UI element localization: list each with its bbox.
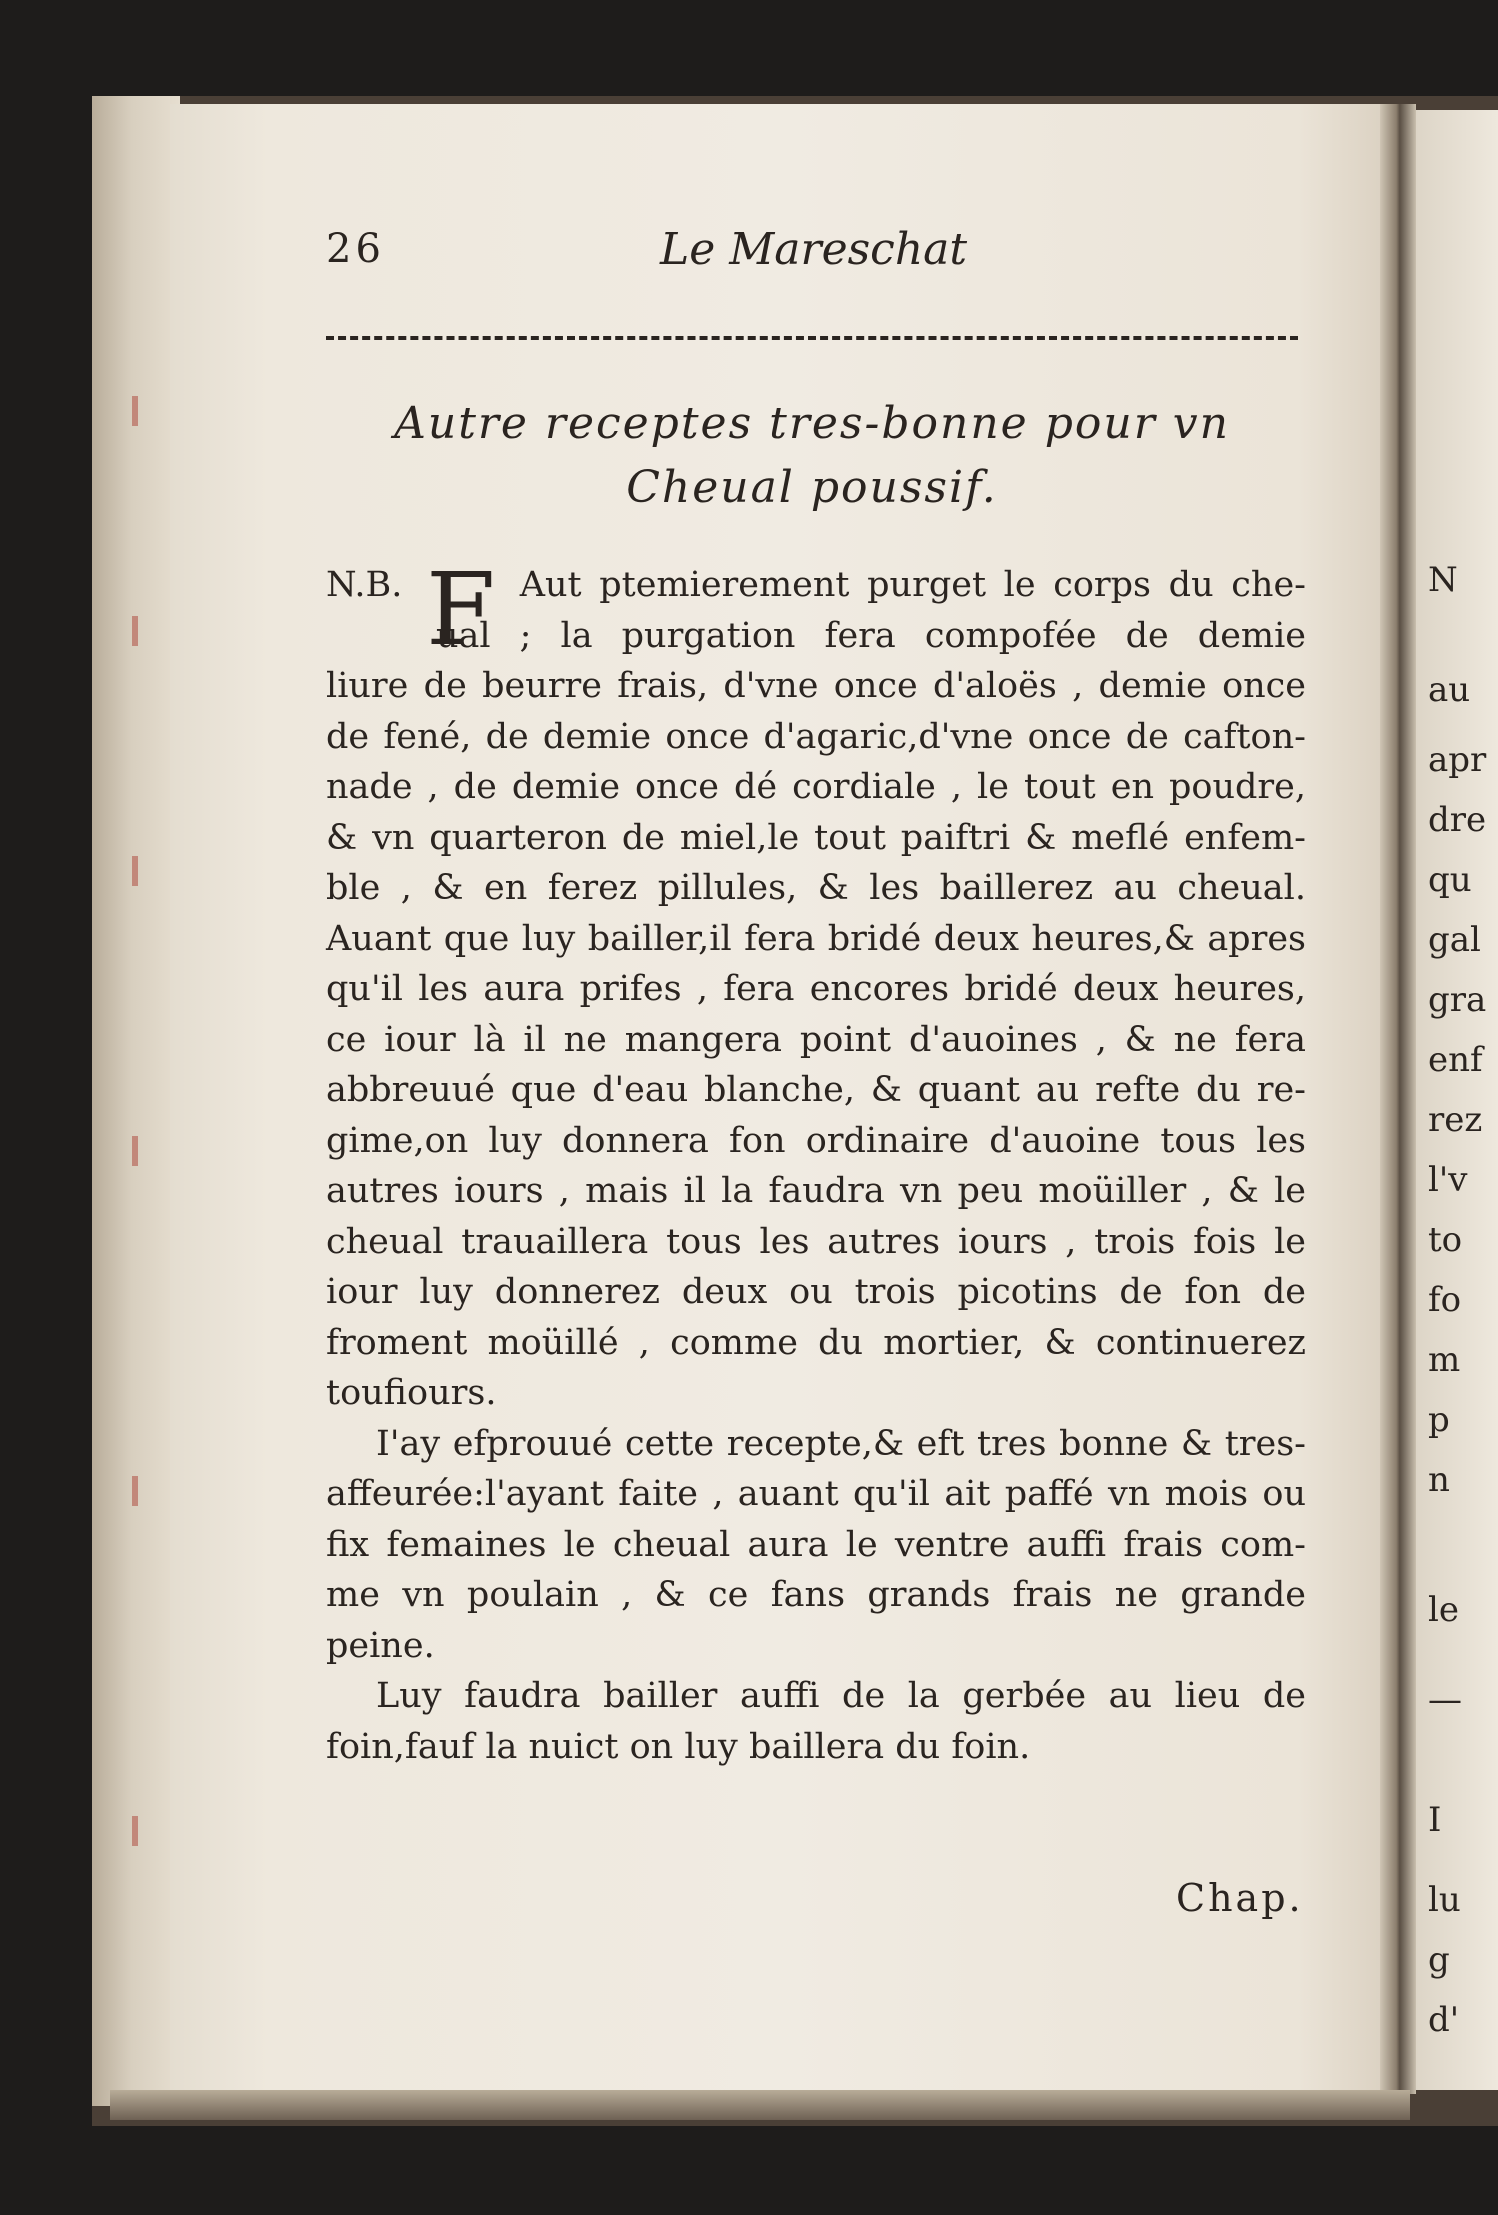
facing-page-fragment: rez — [1428, 1100, 1483, 1140]
facing-page-fragment: fo — [1428, 1280, 1462, 1320]
header-rule — [326, 336, 1298, 340]
text-line: affeurée:l'ayant faite , auant qu'il ait paffé vn mois ou — [326, 1474, 1306, 1514]
facing-page-fragment: apr — [1428, 740, 1487, 780]
running-head: Le Mareschat — [660, 224, 968, 275]
facing-page-fragment: enf — [1428, 1040, 1483, 1080]
facing-page — [1416, 110, 1498, 2090]
text-line: liure de beurre frais, d'vne once d'aloës , demie once — [326, 666, 1306, 706]
gutter-fold — [1380, 104, 1416, 2094]
text-line: ce iour là il ne mangera point d'auoines , & ne fera — [326, 1019, 1306, 1060]
text-line: me vn poulain , & ce fans grands frais ne grande — [326, 1575, 1306, 1615]
facing-page-fragment: l'v — [1428, 1160, 1468, 1200]
facing-page-fragment: d' — [1428, 2000, 1460, 2040]
text-line: cheual trauaillera tous les autres iours , trois fois le — [326, 1221, 1306, 1262]
title-line: Cheual poussif. — [626, 462, 998, 513]
text-line: froment moüillé , comme du mortier, & continuerez — [326, 1322, 1306, 1363]
catchword: Chap. — [1176, 1876, 1304, 1920]
text-line: ual ; la purgation fera compofée de demie — [436, 615, 1306, 656]
page-block-edge — [92, 96, 180, 2106]
marginal-note: N.B. — [326, 565, 403, 605]
page-number: 26 — [326, 226, 385, 272]
red-edge-mark — [132, 856, 138, 886]
facing-page-fragment: lu — [1428, 1880, 1461, 1920]
text-line: gime,on luy donnera fon ordinaire d'auoine tous les — [326, 1120, 1306, 1161]
first-paragraph-start — [326, 551, 1306, 668]
text-line: fix femaines le cheual aura le ventre auffi frais com- — [326, 1524, 1306, 1565]
facing-page-fragment: — — [1428, 1680, 1462, 1720]
text-line: foin,fauf la nuict on luy baillera du foin. — [326, 1726, 1031, 1767]
text-line: Auant que luy bailler,il fera bridé deux heures,& apres — [326, 918, 1306, 959]
text-line: nade , de demie once dé cordiale , le tout en poudre, — [326, 767, 1306, 807]
facing-page-fragment: qu — [1428, 860, 1472, 900]
text-line: toufiours. — [326, 1373, 497, 1413]
page-bottom-edge — [110, 2090, 1410, 2120]
section-title — [326, 392, 1298, 520]
facing-page-fragment: n — [1428, 1460, 1450, 1500]
title-line: Autre receptes tres-bonne pour vn — [394, 398, 1230, 449]
red-edge-mark — [132, 1136, 138, 1166]
drop-cap: F — [426, 551, 496, 668]
text-line: iour luy donnerez deux ou trois picotins de fon de — [326, 1272, 1306, 1312]
facing-page-fragment: N — [1428, 560, 1458, 600]
text-line: qu'il les aura prifes , fera encores bridé deux heures, — [326, 969, 1306, 1009]
facing-page-fragment: p — [1428, 1400, 1450, 1440]
text-line: autres iours , mais il la faudra vn peu moüiller , & le — [326, 1171, 1306, 1211]
facing-page-fragment: to — [1428, 1220, 1463, 1260]
red-edge-mark — [132, 1476, 138, 1506]
red-edge-mark — [132, 1816, 138, 1846]
text-line: abbreuué que d'eau blanche, & quant au refte du re- — [326, 1070, 1306, 1110]
text-line: de fené, de demie once d'agaric,d'vne once de cafton- — [326, 716, 1306, 757]
text-line: peine. — [326, 1625, 435, 1666]
facing-page-fragment: gal — [1428, 920, 1481, 960]
text-line: & vn quarteron de miel,le tout paiftri & meflé enfem- — [326, 817, 1306, 858]
text-line: I'ay efprouué cette recepte,& eft tres bonne & tres- — [376, 1423, 1306, 1464]
facing-page-fragment: au — [1428, 670, 1471, 710]
facing-page-fragment: le — [1428, 1590, 1459, 1630]
facing-page-fragment: dre — [1428, 800, 1487, 840]
text-line: Luy faudra bailler auffi de la gerbée au lieu de — [376, 1676, 1306, 1716]
text-line: ble , & en ferez pillules, & les baillerez au cheual. — [326, 868, 1306, 908]
facing-page-fragment: g — [1428, 1940, 1450, 1980]
facing-page-fragment: gra — [1428, 980, 1487, 1020]
facing-page-fragment: m — [1428, 1340, 1461, 1380]
facing-page-fragment: I — [1428, 1800, 1442, 1840]
red-edge-mark — [132, 396, 138, 426]
text-line-content: Aut ptemierement purget le corps du che- — [519, 565, 1306, 605]
body-text — [326, 551, 1306, 1772]
red-edge-mark — [132, 616, 138, 646]
